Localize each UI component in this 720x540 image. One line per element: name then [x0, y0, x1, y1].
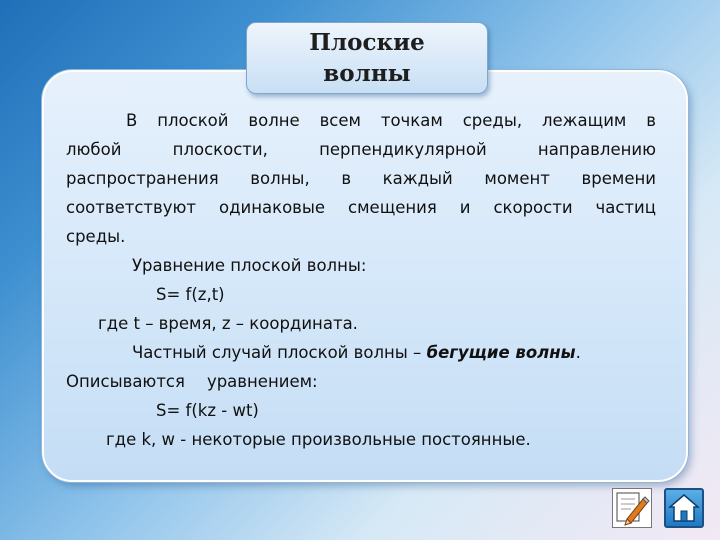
paragraph-line: В плоской волне всем точкам среды, лежащим в [126, 111, 656, 130]
equation-2: S= f(kz - wt) [156, 401, 259, 420]
special-case-period: . [575, 343, 581, 362]
special-case-term: бегущие волны [426, 343, 576, 362]
pencil-icon [613, 489, 651, 527]
equation-intro: Уравнение плоской волны: [132, 256, 367, 275]
paragraph-line: среды. [66, 227, 126, 246]
equation-2-legend: где k, w - некоторые произвольные постоянные. [106, 430, 531, 449]
slide-title [246, 22, 488, 94]
edit-button[interactable] [612, 488, 652, 528]
title-line-1: Плоские [309, 29, 425, 56]
home-button[interactable] [664, 488, 704, 528]
equation-1-legend: где t – время, z – координата. [98, 314, 358, 333]
paragraph-line: соответствуют одинаковые смещения и скорости частиц [66, 198, 656, 217]
paragraph-line: любой плоскости, перпендикулярной направлению [66, 140, 656, 159]
described-word: Описываются [66, 372, 185, 391]
slide-body [66, 106, 656, 454]
paragraph-line: распространения волны, в каждый момент времени [66, 169, 656, 188]
special-case-line [66, 338, 656, 367]
special-case-text: Частный случай плоской волны – [132, 343, 427, 362]
described-line [66, 367, 656, 396]
equation-1: S= f(z,t) [156, 285, 225, 304]
title-line-2: волны [323, 60, 411, 87]
described-rest: уравнением: [206, 372, 318, 391]
home-icon [666, 490, 702, 526]
